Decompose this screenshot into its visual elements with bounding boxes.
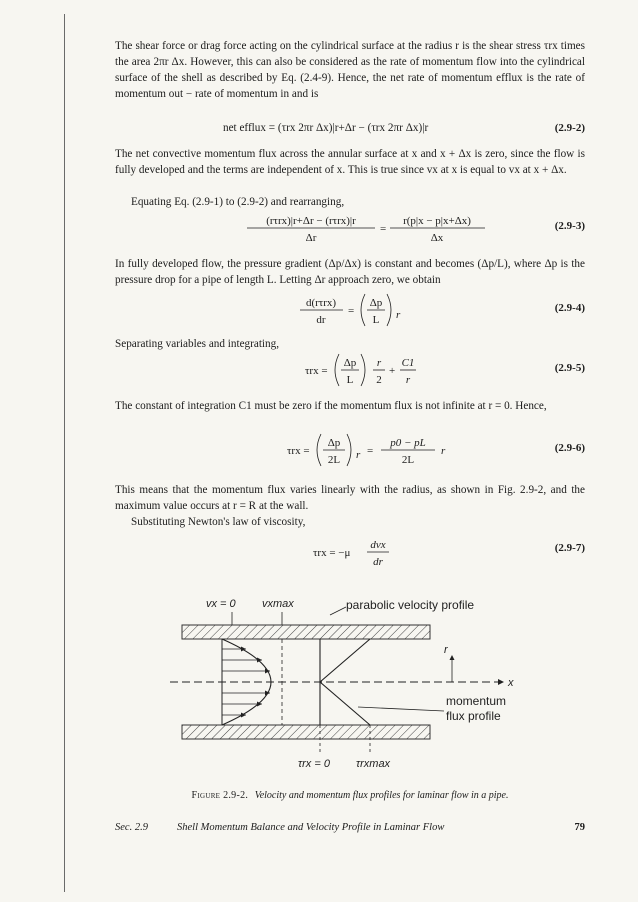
svg-text:=: =: [348, 305, 355, 317]
figure-caption: [115, 790, 585, 801]
eq5-lhs: τrx =: [305, 365, 328, 377]
label-x-axis: x: [508, 677, 514, 689]
equation-number: (2.9-5): [554, 362, 585, 374]
footer-title: Shell Momentum Balance and Velocity Profile in Laminar Flow: [177, 822, 445, 833]
equation-number: (2.9-4): [554, 302, 585, 314]
svg-text:r: r: [356, 449, 361, 461]
label-trx-max: τrxmax: [356, 758, 391, 770]
eq6-num1: Δp: [327, 437, 341, 449]
eq4-tail: r: [396, 309, 401, 321]
paragraph-pressure-gradient: In fully developed flow, the pressure gradient (Δp/Δx) is constant and becomes (Δp/L), where Δp is the pressure drop for a pipe of length L. Letting Δr approach zero, we obtain: [115, 258, 585, 287]
eq6-den1: 2L: [327, 454, 341, 466]
svg-text:=: =: [367, 445, 374, 457]
paragraph-separating: Separating variables and integrating,: [115, 338, 280, 350]
eq5-den2: 2: [376, 374, 382, 386]
label-momentum: momentum: [446, 694, 507, 708]
eq6-lhs: τrx =: [287, 445, 310, 457]
eq6-tail: r: [441, 445, 446, 457]
eq5-num1: Δp: [343, 357, 357, 369]
label-trx-zero: τrx = 0: [298, 758, 330, 770]
equation-2-9-3: [115, 210, 585, 250]
pipe-wall-bottom: [182, 725, 430, 739]
label-r-axis: r: [444, 644, 448, 656]
equation-2-9-6: [115, 432, 585, 472]
label-vx-zero: vx = 0: [206, 598, 236, 610]
equation-2-9-5: [115, 352, 585, 392]
margin-rule: [64, 14, 65, 892]
footer-section: Sec. 2.9: [115, 822, 148, 833]
label-flux-profile: flux profile: [446, 709, 501, 723]
equation-2-9-2: [115, 120, 585, 142]
eq5-num2: r: [376, 357, 382, 369]
label-parabolic-profile: parabolic velocity profile: [346, 598, 475, 612]
figure-velocity-flux-profiles: [170, 585, 550, 775]
equation-2-9-7: [115, 532, 585, 572]
eq6-num2: p0 − pL: [390, 437, 426, 449]
eq5-den3: r: [405, 374, 411, 386]
eq3-den-left: Δr: [305, 232, 317, 244]
eq4-den-left: dr: [316, 314, 326, 326]
eq3-den-right: Δx: [430, 232, 444, 244]
paragraph-substituting: Substituting Newton's law of viscosity,: [131, 516, 306, 528]
equation-number: (2.9-3): [554, 220, 585, 232]
paragraph-constant: The constant of integration C1 must be zero if the momentum flux is not infinite at r = 0. Hence,: [115, 400, 547, 412]
eq5-num3: C1: [401, 357, 415, 369]
eq7-den: dr: [373, 556, 383, 568]
eq3-num-left: (rτrx)|r+Δr − (rτrx)|r: [266, 215, 356, 227]
eq4-num-right: Δp: [369, 297, 383, 309]
pipe-wall-top: [182, 625, 430, 639]
equation-number: (2.9-2): [554, 122, 585, 134]
equation-number: (2.9-7): [554, 542, 585, 554]
eq5-den1: L: [346, 374, 354, 386]
equation-2-9-2-expression: net efflux = (τrx 2πr Δx)|r+Δr − (τrx 2πr Δx)|r: [223, 122, 429, 134]
equation-2-9-4: [115, 292, 585, 332]
equation-number: (2.9-6): [554, 442, 585, 454]
svg-text:+: +: [389, 365, 396, 377]
label-vx-max: vxmax: [262, 598, 294, 610]
paragraph-linear: This means that the momentum flux varies linearly with the radius, as shown in Fig. 2.9-2, and the maximum value occurs at r = R at the wall.: [115, 484, 585, 513]
eq4-num-left: d(rτrx): [305, 297, 337, 309]
caption-label: Figure 2.9-2.: [191, 790, 249, 801]
paragraph-equating: Equating Eq. (2.9-1) to (2.9-2) and rearranging,: [131, 196, 345, 208]
paragraph-shear-force: The shear force or drag force acting on the cylindrical surface at the radius r is the shear stress τrx times the area 2πr Δx. However, this can also be considered as the rate of momentum flow into the cylindrical surface of the shell as described by Eq. (2.4-9). Hence, the net rate of momentum efflux is the rate of momentum out − rate of momentum in and is: [115, 40, 585, 101]
eq6-den2: 2L: [401, 454, 415, 466]
page-number: 79: [574, 822, 585, 833]
eq3-num-right: r(p|x − p|x+Δx): [403, 215, 471, 227]
eq7-lhs: τrx = −μ: [313, 547, 351, 559]
caption-text: Velocity and momentum flux profiles for laminar flow in a pipe.: [254, 790, 509, 801]
eq4-den-right: L: [372, 314, 380, 326]
paragraph-convective-flux: The net convective momentum flux across the annular surface at x and x + Δx is zero, since the flow is fully developed and the terms are independent of x. This is true since vx at x is equal to vx at x + Δx.: [115, 148, 585, 177]
eq7-num: dvx: [370, 539, 386, 551]
svg-text:=: =: [380, 223, 387, 235]
